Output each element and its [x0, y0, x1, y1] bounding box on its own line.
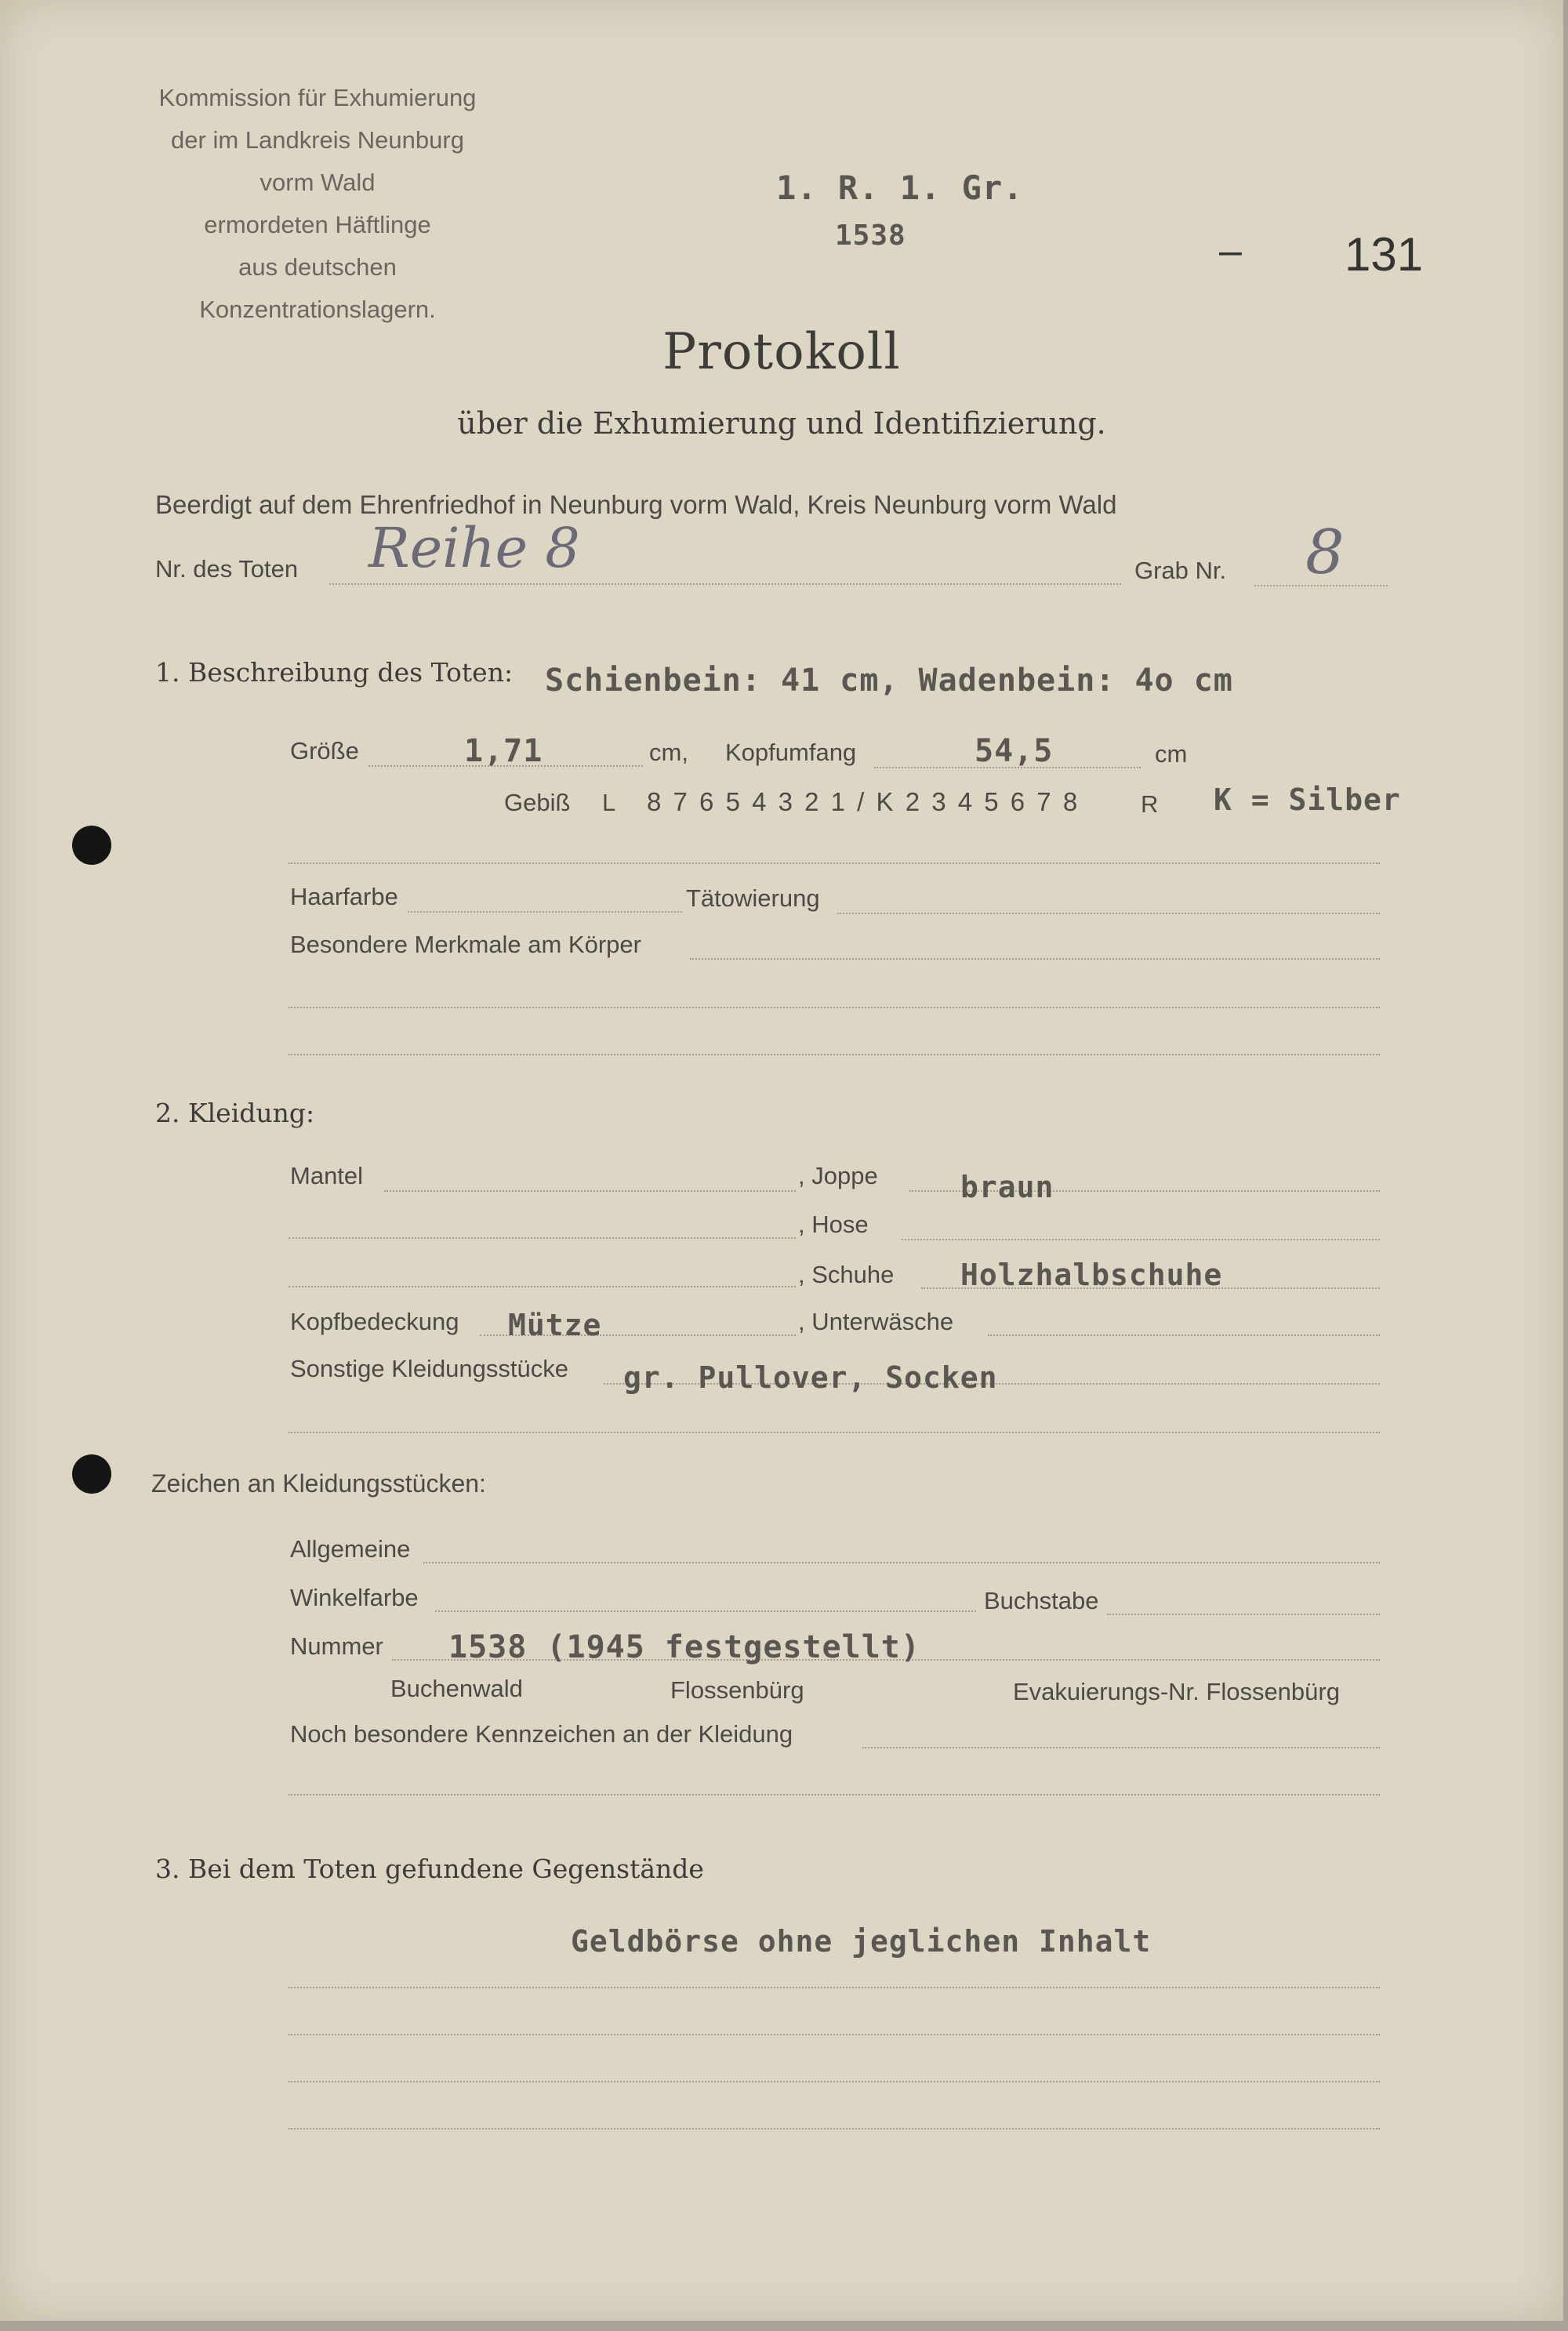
section3-value: Geldbörse ohne jeglichen Inhalt — [571, 1924, 1152, 1959]
page-subtitle: über die Exhumierung und Identifizierung. — [457, 406, 1106, 441]
hose-label: , Hose — [798, 1211, 869, 1238]
allgemeine-line — [423, 1562, 1380, 1563]
kopfbedeckung-label: Kopfbedeckung — [290, 1308, 459, 1335]
kopfumfang-label: Kopfumfang — [725, 739, 857, 766]
punch-hole-top — [72, 826, 111, 865]
sonstige-line-2 — [289, 1432, 1380, 1433]
commission-line: der im Landkreis Neunburg vorm Wald — [171, 126, 464, 196]
nr-des-toten-label: Nr. des Toten — [155, 555, 299, 583]
nr-des-toten-line — [329, 583, 1121, 585]
merkmale-label: Besondere Merkmale am Körper — [290, 931, 641, 958]
gebiss-r: R — [1141, 790, 1159, 818]
commission-line: ermordeten Häftlinge — [204, 211, 431, 238]
schuhe-value: Holzhalbschuhe — [960, 1258, 1223, 1292]
grab-nr-value: 8 — [1305, 517, 1345, 588]
section1-description: Schienbein: 41 cm, Wadenbein: 4o cm — [545, 663, 1233, 699]
taetowierung-line — [837, 913, 1380, 914]
noch-line — [862, 1747, 1380, 1748]
winkelfarbe-line — [435, 1610, 976, 1612]
section3-line-3 — [289, 2081, 1380, 2082]
unterwaesche-label: , Unterwäsche — [798, 1308, 954, 1335]
hose-line — [902, 1239, 1380, 1240]
haarfarbe-label: Haarfarbe — [290, 883, 398, 910]
mantel-label: Mantel — [290, 1162, 364, 1189]
groesse-unit: cm, — [649, 739, 688, 766]
nr-des-toten-value: Reihe 8 — [368, 516, 580, 580]
groesse-label: Größe — [290, 737, 359, 764]
reference-line-2: 1538 — [835, 220, 906, 252]
kopfumfang-unit: cm — [1155, 740, 1188, 768]
gebiss-label: Gebiß — [504, 789, 571, 816]
grab-nr-label: Grab Nr. — [1134, 557, 1227, 584]
evakuierung-label: Evakuierungs-Nr. Flossenbürg — [1013, 1678, 1340, 1705]
buchenwald-label: Buchenwald — [390, 1675, 523, 1702]
nummer-value: 1538 (1945 festgestellt) — [448, 1629, 920, 1665]
page-dash: – — [1219, 228, 1242, 274]
gebiss-note: K = Silber — [1214, 782, 1401, 817]
sonstige-value: gr. Pullover, Socken — [623, 1360, 998, 1395]
page-number: 131 — [1345, 228, 1424, 281]
sonstige-label: Sonstige Kleidungsstücke — [290, 1355, 569, 1382]
reference-line-1: 1. R. 1. Gr. — [776, 169, 1024, 207]
page-title: Protokoll — [662, 323, 901, 381]
merkmale-line-1 — [690, 958, 1380, 960]
section2-heading: 2. Kleidung: — [155, 1098, 315, 1128]
merkmale-line-3 — [289, 1054, 1380, 1055]
section3-line-4 — [289, 2128, 1380, 2129]
groesse-value: 1,71 — [464, 733, 543, 769]
section3-heading: 3. Bei dem Toten gefundene Gegenstände — [155, 1854, 704, 1884]
punch-hole-bottom — [72, 1454, 111, 1494]
noch-label: Noch besondere Kennzeichen an der Kleidung — [290, 1720, 793, 1748]
taetowierung-label: Tätowierung — [686, 884, 820, 912]
section1-heading: 1. Beschreibung des Toten: — [155, 657, 514, 688]
section3-line-1 — [289, 1987, 1380, 1988]
burial-line: Beerdigt auf dem Ehrenfriedhof in Neunburg vorm Wald, Kreis Neunburg vorm Wald — [155, 490, 1117, 519]
commission-line: aus deutschen Konzentrationslagern. — [199, 253, 436, 323]
kopfumfang-value: 54,5 — [975, 733, 1054, 769]
gebiss-l: L — [602, 789, 616, 816]
allgemeine-label: Allgemeine — [290, 1535, 411, 1563]
schuhe-label: , Schuhe — [798, 1261, 895, 1288]
gebiss-numbers: 8 7 6 5 4 3 2 1 / K 2 3 4 5 6 7 8 — [647, 787, 1080, 816]
gebiss-extra-line — [289, 862, 1380, 864]
mantel-line — [384, 1190, 796, 1192]
haarfarbe-line — [408, 911, 682, 913]
merkmale-line-2 — [289, 1007, 1380, 1008]
kopfbedeckung-value: Mütze — [508, 1308, 602, 1342]
mantel-line-3 — [289, 1286, 796, 1287]
flossenbuerg-label: Flossenbürg — [670, 1676, 804, 1704]
commission-line: Kommission für Exhumierung — [158, 84, 477, 111]
mantel-line-2 — [289, 1237, 796, 1239]
section3-line-2 — [289, 2034, 1380, 2035]
noch-line-2 — [289, 1794, 1380, 1795]
joppe-label: , Joppe — [798, 1162, 878, 1189]
nummer-label: Nummer — [290, 1632, 383, 1660]
winkelfarbe-label: Winkelfarbe — [290, 1584, 419, 1611]
buchstabe-label: Buchstabe — [984, 1587, 1099, 1614]
joppe-value: braun — [960, 1170, 1054, 1204]
buchstabe-line — [1107, 1614, 1380, 1615]
unterwaesche-line — [988, 1334, 1380, 1336]
zeichen-heading: Zeichen an Kleidungsstücken: — [151, 1469, 486, 1498]
commission-header — [149, 77, 486, 331]
